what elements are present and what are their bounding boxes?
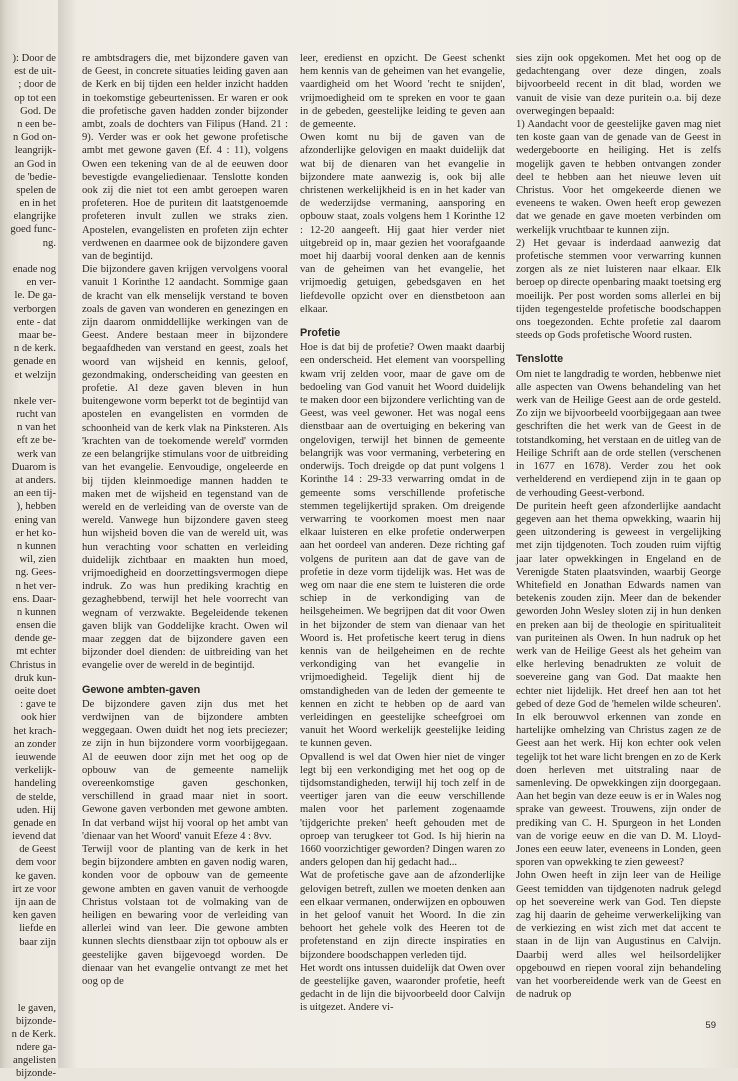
paragraph: Die bijzondere gaven krijgen vervolgens vooral vanuit 1 Korinthe 12 aandacht. Sommige gaan de kracht van elk menselijk verstand te boven zoals de gaven van wonderen en genezingen en zijn daarom onmiddellijke werkingen van de Geest. Andere bestaan meer in bijzondere begaafdheden van verstand en geest, zoals het woord van wijsheid en kennis, geloof, gezondmaking, onderscheiding van geesten en profetie. Al deze gaven bleven in hun buitengewone vorm beperkt tot de begintijd van apostelen en evangelisten en vormden de schoonheid van de kerk vlak na Pinksteren. Als 'krachten van de toekomende wereld' vormden ze een belangrijke stimulans voor de uitbreiding van het evangelie. Eenvoudige, ongeleerde en bij tijden kleinmoedige mannen hadden te maken met de wijsheid en tegenstand van de wereld en de verleiding van de overste van de wereld. Vanwege hun bijzondere gaven steeg hun wijsheid boven die van de wereld uit, was hun verachting voor schatten en verleiding duidelijk zichtbaar en maakten hun moed, vrijmoedigheid en doorzettingsvermogen diepe indruk. Zo was hun prediking krachtig en gezaghebbend, terwijl het hele voorrecht van wegnam of verzwakte. Begeleidende tekenen gaven blijk van Goddelijke kracht. Owen wil maar zeggen dat de bijzondere gaven een bijzonder doel dienden: de uitbreiding van het evangelie over de wereld in de begintijd. bbox=[82, 264, 288, 672]
fragment-line: dem voor bbox=[15, 857, 56, 869]
fragment-line: ), hebben bbox=[16, 501, 56, 513]
paragraph: leer, eredienst en opzicht. De Geest schenkt hem kennis van de geheimen van het evangelie, vaardigheid om het Woord 'recht te snijden', vrijmoedigheid om te spreken en voor te gaan in de gebeden, geestelijke leiding te geven aan de gemeente. bbox=[300, 53, 505, 131]
fragment-line: ijn aan de bbox=[14, 897, 56, 908]
fragment-line bbox=[0, 382, 56, 395]
fragment-line: an zonder bbox=[14, 738, 56, 750]
fragment-line: n het ver- bbox=[15, 580, 56, 592]
fragment-line: God. De bbox=[20, 105, 56, 117]
fragment-line: at anders. bbox=[15, 475, 56, 486]
column-3 bbox=[516, 52, 721, 1001]
fragment-line: ; door de bbox=[18, 79, 56, 91]
fragment-line: n kunnen bbox=[16, 540, 56, 552]
fragment-line: op tot een bbox=[14, 92, 56, 104]
fragment-line: ook hier bbox=[20, 712, 56, 724]
fragment-line: de 'bedie- bbox=[14, 171, 56, 183]
paragraph: De bijzondere gaven zijn dus met het verdwijnen van de bijzondere ambten weggegaan. Owen duidt het nog iets preciezer; ze zijn in hun bijzondere vorm voorbijgegaan. Al de eeuwen door zijn met het oog op de opbouw van de gemeente namelijk overeenkomstige gaven geschonken, verschillend in graad maar niet in soort. Gewone gaven verbonden met gewone ambten. In dat verband wijst hij vooral op het ambt van 'dienaar van het Woord' vanuit Efeze 4 : 8vv. bbox=[82, 698, 288, 842]
fragment-line: ente - dat bbox=[16, 316, 56, 328]
fragment-line: dende ge- bbox=[14, 633, 56, 645]
fragment-line: de Geest bbox=[19, 844, 56, 856]
fragment-line: ens. Daar- bbox=[12, 593, 56, 605]
paragraph: Om niet te langdradig te worden, hebbenwe niet alle aspecten van Owens behandeling van het werk van de Heilige Geest aan de orde gesteld. Zo zijn we bijvoorbeeld voorbijgegaan aan twee geschriften die het werk van de Geest in de totstandkoming, het verstaan en de uitleg van de Heilige Schrift aan de orde stellen (verschenen in 1677 en 1678). Verder zou het ook verhelderend en verdiepend zijn in te gaan op de verhouding Geest-verbond. bbox=[516, 368, 721, 499]
column-2 bbox=[300, 52, 505, 1015]
paragraph: Hoe is dat bij de profetie? Owen maakt daarbij een onderscheid. Het element van voorspelling kwam vrij zelden voor, maar de gave om de bedoeling van God vanuit het Woord duidelijk te maken door een bijzondere verlichting van de Geest, was veel gewoner. Het was nogal eens dienstbaar aan de overtuiging en bekering van ongelovigen, terwijl het binnen de gemeente belangrijk was voor vermaning, verbetering en onderwijs. Toch dreigde op dat punt volgens 1 Korinthe 14 : 29-33 verwarring omdat in de gemeente soms verschillende profetische stemmen tegelijkertijd spraken. Om dreigende verwarring te voorkomen moest men naar elkaar luisteren en elke profetie onderwerpen aan het oordeel van anderen. Deze richting gaf volgens de puriteın aan dat de gave van de profetie in deze vorm tijdelijk was. Het was de weg om naar die ene stem te luisteren die orde schiep in de verkondiging van de heilsgeheimen. We begrijpen dat dit voor Owen in het bijzonder de stem van dienaar van het Woord is. Het profetische keert terug in diens kennis van de heilgeheimen en de rechte verkondiging van het evangelie in vrijmoedigheid. Tegelijk dient hij de omstandigheden van de leden der gemeente te kennen en zicht te hebben op de aard van verleidingen en geestelijke scheefgroei om vanuit het Woord werkelijk geestelijke leiding te kunnen geven. bbox=[300, 342, 505, 750]
fragment-line: n de kerk. bbox=[13, 343, 56, 355]
fragment-line: rucht van bbox=[16, 409, 56, 421]
fragment-line: uden. Hij bbox=[16, 804, 56, 816]
fragment-line: irt ze voor bbox=[12, 883, 56, 895]
fragment-line: le. De ga- bbox=[14, 290, 56, 302]
fragment-line: nkele ver- bbox=[13, 395, 56, 407]
fragment-line: ken gaven bbox=[12, 910, 56, 922]
fragment-line: n van het bbox=[17, 422, 56, 434]
fragment-line: liefde en bbox=[19, 923, 56, 935]
paragraph: sies zijn ook opgekomen. Met het oog op de gedachtengang over deze dingen, zoals bijvoorbeeld recent in dit blad, worden we vanuit de visie van deze puritein o.a. bij deze overwegingen bepaald: bbox=[516, 53, 721, 117]
fragment-line: bijzonde- bbox=[15, 1015, 56, 1027]
fragment-line: bijzonde- bbox=[15, 1068, 56, 1080]
fragment-line: ng. bbox=[42, 237, 56, 249]
fragment-line: n een be- bbox=[17, 118, 56, 130]
fragment-line: verborgen bbox=[13, 303, 56, 315]
fragment-line: n God on- bbox=[13, 132, 56, 144]
fragment-line bbox=[0, 975, 56, 988]
paragraph: De puritein heeft geen afzonderlijke aandacht gegeven aan het thema opwekking, waarin hij geen uitzondering is geweest in vergelijking met zijn tijdgenoten. Toch zouden ruim vijftig jaar later opwekkingen in Engeland en de Verenigde Staten plaatsvinden, waarbij George Whitefield en Jonathan Edwards namen van betekenis zouden zijn. Meer dan de bekender geworden John Wesley sloten zij in hun denken en preken aan bij de theologie en spiritualiteit van puriteinen als Owen. In hun nadruk op het werk van de Heilige Geest als het geheim van elke herleving benadrukten ze voluit de soevereine gang van God. Dat maakte hen echter niet lijdelijk. Het dreef hen aan tot het gebed of deze God de 'hemelen wilde scheuren'. In elk berouwvol erkennen van zonde en hartelijke omhelzing van Christus zagen ze de Geest aan het werk. Hij kon echter ook velen tegelijk tot het ware licht brengen en zo de Kerk doen herleven met uitstraling naar de samenleving. De opwekkingen zijn doorgegaan. Aan het begin van deze eeuw is er in Wales nog sprake van geweest. Trouwens, zijn onder de prediking van C. H. Spurgeon in het Londen van de vorige eeuw en die van D. M. Lloyd-Jones een eeuw later, eveneens in Londen, geen sporen van opwekking te zien geweest? bbox=[516, 500, 721, 869]
fragment-line: baar zijn bbox=[19, 936, 56, 948]
fragment-line: ): Door de bbox=[12, 53, 56, 64]
paragraph: 1) Aandacht voor de geestelijke gaven mag niet ten koste gaan van de genade van de Geest in wedergeboorte en heiliging. Het is zelfs mogelijk gaven te hebben ontvangen zonder deel te hebben aan het nieuwe leven uit Christus. Voor het omgekeerde dienen we eveneens te waken. Owen heeft erop gewezen dat we genade en gave moeten verbinden om werkelijk vruchtbaar te kunnen zijn. bbox=[516, 119, 721, 236]
fragment-line: ievend dat bbox=[12, 831, 56, 843]
fragment-line: leangrijk- bbox=[14, 145, 56, 157]
fragment-line: ng. Gees- bbox=[15, 567, 56, 579]
fragment-line: n de Kerk. bbox=[11, 1028, 56, 1040]
paragraph: Terwijl voor de planting van de kerk in het begin bijzondere ambten en gaven nodig waren, konden voor de opbouw van de gemeente gewone ambten en gaven vanuit de verhoogde Christus volstaan tot de volmaking van de heiligen en bewaring voor de verleiding van allerlei wind van leer. Die gewone ambten kunnen slechts dienstbaar zijn tot opbouw als er geestelijke gaven bijgevoegd worden. De dienaar van het evangelie ontvangt ze met het oog op de bbox=[82, 843, 288, 988]
fragment-line: maar be- bbox=[18, 329, 56, 341]
fragment-line: est de uit- bbox=[14, 66, 56, 78]
fragment-line: an een tij- bbox=[13, 488, 56, 500]
paragraph: Wat de profetische gave aan de afzonderlijke gelovigen betreft, zullen we moeten denken aan een elkaar vermanen, onderwijzen en opbouwen in het geloof vanuit het Woord. In die zin behoort het gehele volk des Heeren tot de profetenstand en zijn directe inspiraties en bijzondere boodschappen verleden tijd. bbox=[300, 870, 505, 961]
fragment-line: n kunnen bbox=[16, 606, 56, 618]
fragment-line: Christus in bbox=[9, 659, 56, 671]
fragment-line: ndere ga- bbox=[16, 1042, 56, 1054]
fragment-line: er het ko- bbox=[15, 527, 56, 539]
fragment-line: oeite doet bbox=[14, 686, 56, 697]
fragment-line: de stelde, bbox=[15, 791, 56, 803]
fragment-line: ening van bbox=[14, 514, 56, 526]
fragment-line: mt echter bbox=[16, 646, 56, 658]
fragment-line: angelisten bbox=[13, 1055, 56, 1067]
paragraph: Owen komt nu bij de gaven van de afzonderlijke gelovigen en maakt duidelijk dat wat bij de dienaren van het evangelie in bijzondere mate aanwezig is, ook bij alle christenen werkelijkheid is en in het kader van de wederzijdse vermaning, aansporing en opbouw staat, zoals volgens hem 1 Korinthe 12 : 12-20 aangeeft. Hij gaat hier verder niet uitgebreid op in, maar gezien het voorafgaande moet hij daarbij vooral denken aan de kennis van de geheimen van het evangelie, het vrijmoedig getuigen, gebedsgaven en het liefdevolle opzicht over en dienstbetoon aan elkaar. bbox=[300, 132, 505, 315]
fragment-line: goed func- bbox=[10, 224, 56, 236]
fragment-line: ensen die bbox=[16, 620, 56, 632]
fragment-line: wil, zien bbox=[19, 554, 56, 566]
fragment-line: ke gaven. bbox=[15, 870, 56, 882]
paragraph: Het wordt ons intussen duidelijk dat Owen over de geestelijke gaven, waaronder profetie, heeft gedacht in de lijn die bijvoorbeeld door Calvijn is uitgezet. Andere vi- bbox=[300, 962, 505, 1014]
fragment-line bbox=[0, 949, 56, 962]
fragment-line: an God in bbox=[14, 158, 56, 170]
fragment-line: eft ze be- bbox=[16, 435, 56, 447]
binding-shadow bbox=[58, 0, 78, 1068]
fragment-line bbox=[0, 988, 56, 1001]
fragment-line: genade en bbox=[13, 817, 56, 829]
left-page-fragment bbox=[0, 52, 56, 1081]
fragment-line: Duarom is bbox=[11, 461, 56, 473]
fragment-line: druk kun- bbox=[14, 672, 56, 684]
fragment-line: en in het bbox=[19, 198, 56, 210]
column-1 bbox=[82, 52, 288, 988]
page-number: 59 bbox=[705, 1020, 716, 1031]
fragment-line: le gaven, bbox=[17, 1002, 56, 1014]
fragment-line: et welzijn bbox=[14, 369, 56, 381]
fragment-line bbox=[0, 962, 56, 975]
fragment-line: verkelijk- bbox=[14, 765, 56, 777]
fragment-line: spelen de bbox=[16, 184, 56, 196]
fragment-line: handeling bbox=[14, 778, 56, 790]
section-heading: Gewone ambten-gaven bbox=[82, 683, 201, 696]
fragment-line: genade en bbox=[13, 356, 56, 368]
fragment-line: enade nog bbox=[12, 264, 56, 275]
section-heading: Profetie bbox=[300, 327, 341, 340]
paragraph: re ambtsdragers die, met bijzondere gaven van de Geest, in concrete situaties leiding gaven aan de Kerk en bij tijden een helder inzicht hadden in toekomstige gebeurtenissen. Er waren er ook die profetische gaven hadden zonder bijzonder ambt, zoals de dochters van Filipus (Hand. 21 : 9). Verder was er ook het gewone profetische ambt met gewone gaven (Ef. 4 : 11), volgens Owen een tekening van de al de eeuwen door bevestigde evangeliedienaar. Tenslotte konden ook zij die niet tot een ambt geroepen waren profeteren. Hoe de puriteın dit laatstgenoemde profeteren invult zullen we straks zien. Apostelen, evangelisten en profeten zijn echter verdwenen en daarmee ook de bijzondere gaven van de begintijd. bbox=[82, 53, 288, 263]
section-heading: Tenslotte bbox=[516, 353, 564, 366]
fragment-line: : gave te bbox=[20, 699, 56, 711]
fragment-line: het krach- bbox=[13, 725, 56, 737]
fragment-line: en ver- bbox=[26, 277, 56, 289]
fragment-line: ieuwende bbox=[15, 751, 56, 763]
fragment-line: elangrijke bbox=[13, 211, 56, 223]
fragment-line bbox=[0, 250, 56, 263]
paragraph: John Owen heeft in zijn leer van de Heilige Geest temidden van tijdgenoten nadruk gelegd op het soevereine werk van God. Ten diepste zag hij daarin de geheime verwerkelijking van de verkiezing en wist zich met dat accent te staan in de lijn van Augustinus en Calvijn. Daarbij werd alles wel heilsordelijker opgebouwd en riepen vooral zijn behandeling van het voorbereidende werk van de Geest en de nadruk op bbox=[516, 870, 721, 1001]
paragraph: 2) Het gevaar is inderdaad aanwezig dat profetische stemmen voor verwarring kunnen zorgen als ze niet luisteren naar elkaar. Elk beroep op directe openbaring maakt toetsing erg moeilijk. Per post worden soms allerlei en bij tijden tegengestelde profetische boodschappen ons toegezonden. Echte profetie zal daarom steeds op Gods profetische Woord rusten. bbox=[516, 237, 721, 342]
paragraph: Opvallend is wel dat Owen hier niet de vinger legt bij een verkondiging met het oog op de tijdsomstandigheden, terwijl hij toch zelf in de veertiger jaren van die eeuw verschillende malen voor het parlement zogenaamde 'tijdgerichte preken' heeft gehouden met de oproep van terugkeer tot God. Is hij hierin na 1660 voorzichtiger geworden? Dingen waren zo anders gelopen dan hij gedacht had... bbox=[300, 751, 505, 869]
fragment-line: werk van bbox=[16, 448, 56, 460]
